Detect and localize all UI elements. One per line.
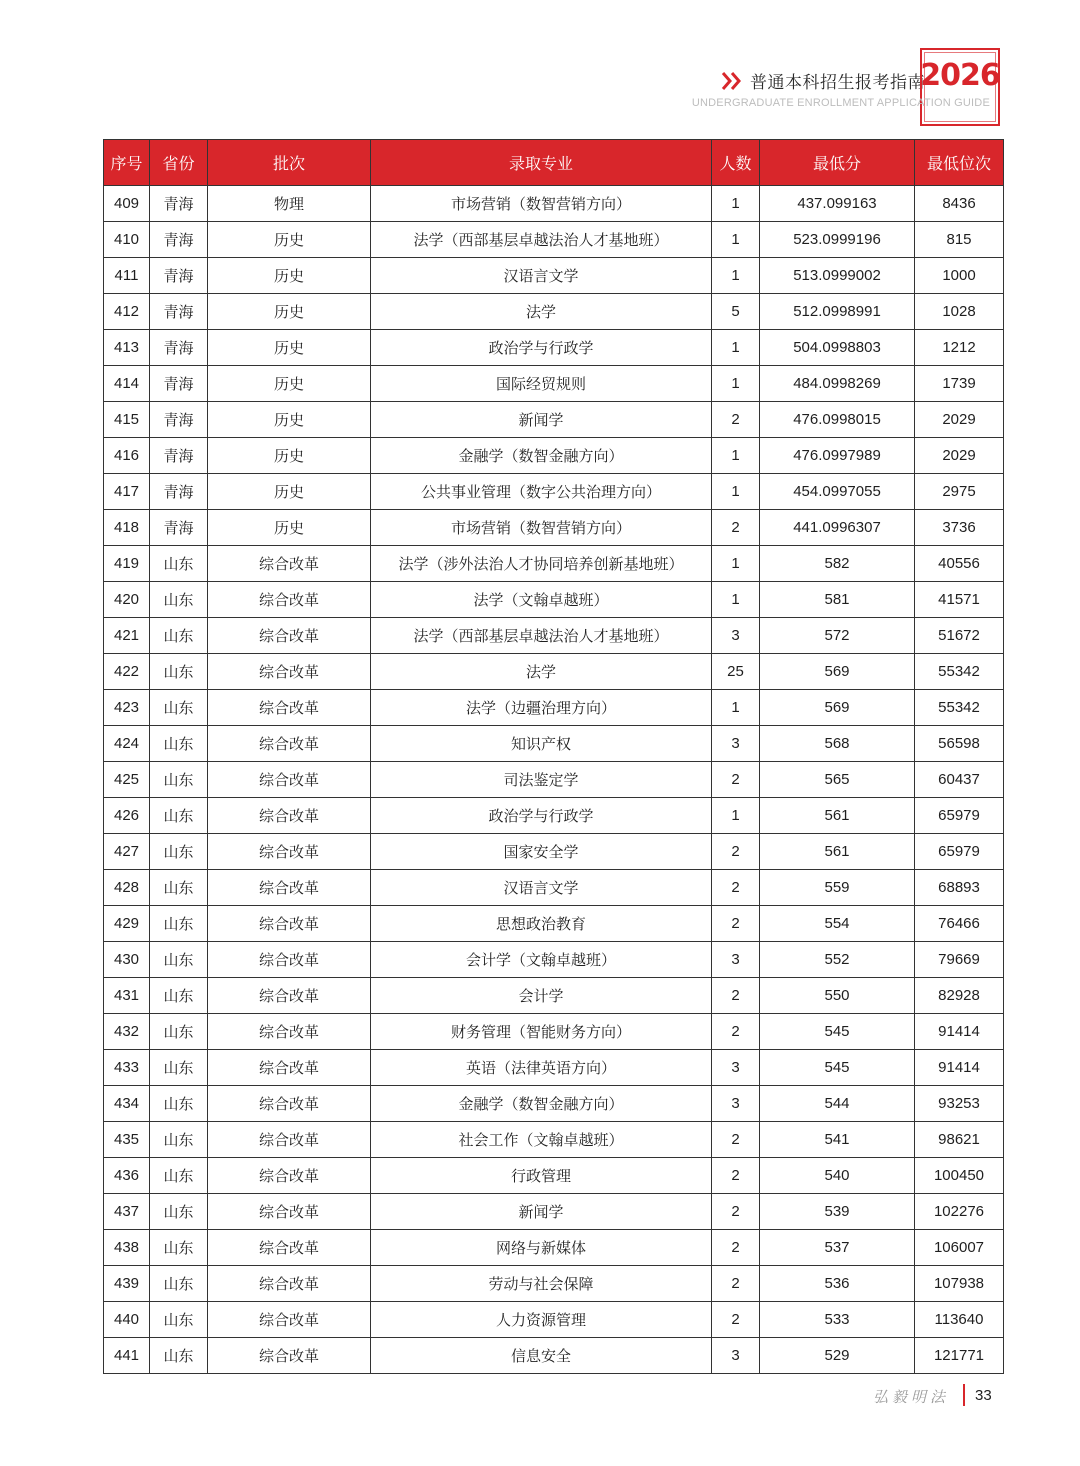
cell-major: 法学（西部基层卓越法治人才基地班） xyxy=(371,618,712,654)
footer-divider xyxy=(963,1384,965,1406)
cell-count: 2 xyxy=(712,402,760,438)
cell-major: 新闻学 xyxy=(371,1194,712,1230)
cell-index: 439 xyxy=(104,1266,150,1302)
table-body xyxy=(104,186,1004,1374)
cell-min-score: 476.0997989 xyxy=(760,438,915,474)
cell-batch: 综合改革 xyxy=(208,1122,371,1158)
cell-major: 汉语言文学 xyxy=(371,258,712,294)
cell-batch: 历史 xyxy=(208,366,371,402)
table-row xyxy=(104,294,1004,330)
cell-count: 2 xyxy=(712,762,760,798)
table-row xyxy=(104,402,1004,438)
cell-major: 国家安全学 xyxy=(371,834,712,870)
cell-count: 2 xyxy=(712,1194,760,1230)
cell-min-rank: 65979 xyxy=(915,798,1004,834)
cell-major: 政治学与行政学 xyxy=(371,798,712,834)
cell-min-rank: 2029 xyxy=(915,402,1004,438)
cell-batch: 综合改革 xyxy=(208,582,371,618)
cell-min-rank: 79669 xyxy=(915,942,1004,978)
page-header xyxy=(0,0,1080,135)
cell-min-score: 569 xyxy=(760,690,915,726)
cell-count: 1 xyxy=(712,438,760,474)
cell-index: 428 xyxy=(104,870,150,906)
cell-min-rank: 106007 xyxy=(915,1230,1004,1266)
cell-batch: 历史 xyxy=(208,294,371,330)
guide-subtitle: UNDERGRADUATE ENROLLMENT APPLICATION GUIDE xyxy=(691,97,990,109)
cell-min-score: 454.0997055 xyxy=(760,474,915,510)
cell-province: 青海 xyxy=(150,330,208,366)
cell-min-score: 536 xyxy=(760,1266,915,1302)
guide-title: 普通本科招生报考指南 xyxy=(750,73,925,93)
cell-province: 山东 xyxy=(150,618,208,654)
table-row xyxy=(104,834,1004,870)
cell-batch: 综合改革 xyxy=(208,1194,371,1230)
cell-min-score: 441.0996307 xyxy=(760,510,915,546)
cell-count: 2 xyxy=(712,1230,760,1266)
cell-batch: 综合改革 xyxy=(208,1266,371,1302)
cell-index: 434 xyxy=(104,1086,150,1122)
cell-index: 420 xyxy=(104,582,150,618)
table-row xyxy=(104,366,1004,402)
cell-province: 山东 xyxy=(150,1302,208,1338)
cell-count: 3 xyxy=(712,1086,760,1122)
cell-count: 1 xyxy=(712,798,760,834)
cell-province: 山东 xyxy=(150,942,208,978)
cell-min-rank: 76466 xyxy=(915,906,1004,942)
cell-major: 行政管理 xyxy=(371,1158,712,1194)
cell-province: 青海 xyxy=(150,222,208,258)
cell-major: 司法鉴定学 xyxy=(371,762,712,798)
cell-batch: 综合改革 xyxy=(208,726,371,762)
table-row xyxy=(104,186,1004,222)
cell-count: 1 xyxy=(712,582,760,618)
column-header-province: 省份 xyxy=(150,140,208,186)
cell-count: 3 xyxy=(712,1338,760,1374)
cell-major: 法学（边疆治理方向） xyxy=(371,690,712,726)
cell-count: 2 xyxy=(712,1122,760,1158)
table-row xyxy=(104,1158,1004,1194)
table-row xyxy=(104,1338,1004,1374)
cell-major: 思想政治教育 xyxy=(371,906,712,942)
cell-min-score: 561 xyxy=(760,834,915,870)
cell-index: 432 xyxy=(104,1014,150,1050)
cell-min-rank: 102276 xyxy=(915,1194,1004,1230)
cell-count: 2 xyxy=(712,510,760,546)
cell-major: 网络与新媒体 xyxy=(371,1230,712,1266)
cell-batch: 综合改革 xyxy=(208,870,371,906)
cell-count: 1 xyxy=(712,474,760,510)
cell-index: 418 xyxy=(104,510,150,546)
cell-count: 3 xyxy=(712,942,760,978)
cell-min-score: 545 xyxy=(760,1014,915,1050)
table-row xyxy=(104,690,1004,726)
table-row xyxy=(104,978,1004,1014)
cell-count: 25 xyxy=(712,654,760,690)
cell-batch: 历史 xyxy=(208,510,371,546)
cell-batch: 综合改革 xyxy=(208,618,371,654)
cell-index: 416 xyxy=(104,438,150,474)
cell-min-rank: 113640 xyxy=(915,1302,1004,1338)
cell-index: 438 xyxy=(104,1230,150,1266)
cell-batch: 综合改革 xyxy=(208,978,371,1014)
cell-major: 人力资源管理 xyxy=(371,1302,712,1338)
cell-count: 2 xyxy=(712,834,760,870)
cell-major: 会计学 xyxy=(371,978,712,1014)
cell-min-rank: 55342 xyxy=(915,654,1004,690)
cell-batch: 历史 xyxy=(208,222,371,258)
cell-min-score: 565 xyxy=(760,762,915,798)
cell-min-score: 561 xyxy=(760,798,915,834)
cell-province: 青海 xyxy=(150,438,208,474)
table-row xyxy=(104,1050,1004,1086)
table-row xyxy=(104,222,1004,258)
cell-major: 信息安全 xyxy=(371,1338,712,1374)
cell-batch: 综合改革 xyxy=(208,762,371,798)
cell-min-score: 539 xyxy=(760,1194,915,1230)
cell-min-rank: 121771 xyxy=(915,1338,1004,1374)
cell-batch: 综合改革 xyxy=(208,1086,371,1122)
cell-major: 金融学（数智金融方向） xyxy=(371,438,712,474)
cell-count: 2 xyxy=(712,1302,760,1338)
cell-province: 山东 xyxy=(150,654,208,690)
cell-batch: 综合改革 xyxy=(208,1302,371,1338)
cell-batch: 历史 xyxy=(208,438,371,474)
table-row xyxy=(104,1230,1004,1266)
cell-min-score: 581 xyxy=(760,582,915,618)
cell-min-rank: 41571 xyxy=(915,582,1004,618)
cell-min-score: 533 xyxy=(760,1302,915,1338)
cell-index: 431 xyxy=(104,978,150,1014)
table-row xyxy=(104,258,1004,294)
cell-index: 427 xyxy=(104,834,150,870)
cell-province: 山东 xyxy=(150,690,208,726)
table-header-row xyxy=(104,140,1004,186)
cell-min-rank: 1000 xyxy=(915,258,1004,294)
cell-min-rank: 68893 xyxy=(915,870,1004,906)
table-row xyxy=(104,618,1004,654)
cell-count: 1 xyxy=(712,546,760,582)
cell-index: 410 xyxy=(104,222,150,258)
table-row xyxy=(104,582,1004,618)
cell-batch: 综合改革 xyxy=(208,942,371,978)
cell-min-score: 582 xyxy=(760,546,915,582)
cell-min-score: 541 xyxy=(760,1122,915,1158)
cell-major: 劳动与社会保障 xyxy=(371,1266,712,1302)
cell-major: 法学（文翰卓越班） xyxy=(371,582,712,618)
cell-major: 政治学与行政学 xyxy=(371,330,712,366)
cell-major: 社会工作（文翰卓越班） xyxy=(371,1122,712,1158)
cell-batch: 综合改革 xyxy=(208,834,371,870)
cell-province: 山东 xyxy=(150,762,208,798)
cell-min-rank: 93253 xyxy=(915,1086,1004,1122)
cell-batch: 综合改革 xyxy=(208,798,371,834)
cell-min-rank: 3736 xyxy=(915,510,1004,546)
cell-count: 2 xyxy=(712,1266,760,1302)
cell-index: 412 xyxy=(104,294,150,330)
cell-major: 法学（西部基层卓越法治人才基地班） xyxy=(371,222,712,258)
cell-major: 会计学（文翰卓越班） xyxy=(371,942,712,978)
cell-index: 440 xyxy=(104,1302,150,1338)
cell-min-rank: 100450 xyxy=(915,1158,1004,1194)
cell-min-rank: 815 xyxy=(915,222,1004,258)
cell-batch: 综合改革 xyxy=(208,1230,371,1266)
cell-province: 青海 xyxy=(150,258,208,294)
table-row xyxy=(104,1086,1004,1122)
cell-batch: 历史 xyxy=(208,474,371,510)
cell-major: 法学 xyxy=(371,654,712,690)
cell-min-score: 540 xyxy=(760,1158,915,1194)
cell-min-rank: 98621 xyxy=(915,1122,1004,1158)
cell-province: 山东 xyxy=(150,1338,208,1374)
cell-min-rank: 51672 xyxy=(915,618,1004,654)
cell-major: 金融学（数智金融方向） xyxy=(371,1086,712,1122)
cell-province: 山东 xyxy=(150,1158,208,1194)
cell-batch: 综合改革 xyxy=(208,906,371,942)
cell-min-score: 504.0998803 xyxy=(760,330,915,366)
table-row xyxy=(104,546,1004,582)
column-header-batch: 批次 xyxy=(208,140,371,186)
table-row xyxy=(104,870,1004,906)
cell-count: 2 xyxy=(712,1158,760,1194)
cell-count: 2 xyxy=(712,870,760,906)
cell-min-rank: 60437 xyxy=(915,762,1004,798)
cell-min-rank: 107938 xyxy=(915,1266,1004,1302)
cell-index: 424 xyxy=(104,726,150,762)
cell-index: 419 xyxy=(104,546,150,582)
cell-index: 426 xyxy=(104,798,150,834)
cell-batch: 物理 xyxy=(208,186,371,222)
cell-count: 2 xyxy=(712,906,760,942)
cell-count: 1 xyxy=(712,186,760,222)
cell-count: 3 xyxy=(712,1050,760,1086)
cell-count: 2 xyxy=(712,1014,760,1050)
cell-min-score: 512.0998991 xyxy=(760,294,915,330)
cell-province: 山东 xyxy=(150,1230,208,1266)
cell-count: 1 xyxy=(712,222,760,258)
cell-min-score: 529 xyxy=(760,1338,915,1374)
cell-index: 422 xyxy=(104,654,150,690)
cell-province: 青海 xyxy=(150,474,208,510)
footer-signature: 弘毅明法 xyxy=(873,1388,950,1406)
cell-major: 市场营销（数智营销方向） xyxy=(371,510,712,546)
cell-min-score: 484.0998269 xyxy=(760,366,915,402)
cell-min-rank: 91414 xyxy=(915,1050,1004,1086)
column-header-count: 人数 xyxy=(712,140,760,186)
column-header-index: 序号 xyxy=(104,140,150,186)
cell-batch: 综合改革 xyxy=(208,1014,371,1050)
cell-batch: 综合改革 xyxy=(208,1050,371,1086)
cell-province: 青海 xyxy=(150,402,208,438)
cell-index: 415 xyxy=(104,402,150,438)
cell-count: 1 xyxy=(712,366,760,402)
cell-batch: 综合改革 xyxy=(208,546,371,582)
column-header-min-score: 最低分 xyxy=(760,140,915,186)
cell-min-score: 513.0999002 xyxy=(760,258,915,294)
cell-province: 山东 xyxy=(150,870,208,906)
cell-min-score: 554 xyxy=(760,906,915,942)
cell-province: 山东 xyxy=(150,1194,208,1230)
cell-count: 1 xyxy=(712,690,760,726)
cell-min-rank: 56598 xyxy=(915,726,1004,762)
cell-batch: 综合改革 xyxy=(208,1338,371,1374)
cell-province: 青海 xyxy=(150,366,208,402)
cell-min-score: 476.0998015 xyxy=(760,402,915,438)
table-row xyxy=(104,330,1004,366)
cell-min-score: 523.0999196 xyxy=(760,222,915,258)
cell-province: 山东 xyxy=(150,1266,208,1302)
cell-min-score: 544 xyxy=(760,1086,915,1122)
cell-province: 山东 xyxy=(150,546,208,582)
cell-province: 青海 xyxy=(150,294,208,330)
cell-min-score: 552 xyxy=(760,942,915,978)
table-row xyxy=(104,726,1004,762)
cell-index: 421 xyxy=(104,618,150,654)
cell-min-rank: 82928 xyxy=(915,978,1004,1014)
cell-count: 1 xyxy=(712,330,760,366)
cell-major: 知识产权 xyxy=(371,726,712,762)
cell-province: 山东 xyxy=(150,1086,208,1122)
table-row xyxy=(104,1302,1004,1338)
cell-index: 423 xyxy=(104,690,150,726)
cell-min-rank: 1739 xyxy=(915,366,1004,402)
cell-batch: 综合改革 xyxy=(208,690,371,726)
cell-index: 436 xyxy=(104,1158,150,1194)
cell-major: 法学 xyxy=(371,294,712,330)
cell-major: 财务管理（智能财务方向） xyxy=(371,1014,712,1050)
cell-index: 409 xyxy=(104,186,150,222)
cell-batch: 综合改革 xyxy=(208,1158,371,1194)
cell-min-score: 569 xyxy=(760,654,915,690)
cell-min-score: 559 xyxy=(760,870,915,906)
admission-scores-table xyxy=(103,139,1004,1374)
cell-index: 433 xyxy=(104,1050,150,1086)
cell-major: 英语（法律英语方向） xyxy=(371,1050,712,1086)
cell-min-score: 537 xyxy=(760,1230,915,1266)
cell-min-score: 545 xyxy=(760,1050,915,1086)
cell-index: 414 xyxy=(104,366,150,402)
cell-province: 山东 xyxy=(150,798,208,834)
cell-province: 山东 xyxy=(150,978,208,1014)
table-row xyxy=(104,1266,1004,1302)
cell-major: 新闻学 xyxy=(371,402,712,438)
table-row xyxy=(104,438,1004,474)
cell-province: 山东 xyxy=(150,1050,208,1086)
cell-index: 413 xyxy=(104,330,150,366)
table-row xyxy=(104,474,1004,510)
cell-min-rank: 2975 xyxy=(915,474,1004,510)
cell-major: 公共事业管理（数字公共治理方向） xyxy=(371,474,712,510)
cell-index: 435 xyxy=(104,1122,150,1158)
cell-min-rank: 40556 xyxy=(915,546,1004,582)
cell-major: 市场营销（数智营销方向） xyxy=(371,186,712,222)
page-number: 33 xyxy=(975,1387,992,1404)
cell-province: 山东 xyxy=(150,906,208,942)
cell-province: 青海 xyxy=(150,186,208,222)
double-chevron-right-icon xyxy=(720,70,744,92)
cell-major: 法学（涉外法治人才协同培养创新基地班） xyxy=(371,546,712,582)
table-row xyxy=(104,1014,1004,1050)
cell-index: 430 xyxy=(104,942,150,978)
cell-count: 3 xyxy=(712,726,760,762)
cell-count: 3 xyxy=(712,618,760,654)
table-row xyxy=(104,510,1004,546)
cell-min-rank: 8436 xyxy=(915,186,1004,222)
column-header-major: 录取专业 xyxy=(371,140,712,186)
cell-major: 国际经贸规则 xyxy=(371,366,712,402)
cell-count: 2 xyxy=(712,978,760,1014)
cell-min-score: 550 xyxy=(760,978,915,1014)
cell-batch: 历史 xyxy=(208,402,371,438)
cell-province: 山东 xyxy=(150,834,208,870)
cell-index: 417 xyxy=(104,474,150,510)
cell-major: 汉语言文学 xyxy=(371,870,712,906)
cell-min-rank: 1028 xyxy=(915,294,1004,330)
cell-count: 1 xyxy=(712,258,760,294)
cell-index: 425 xyxy=(104,762,150,798)
column-header-min-rank: 最低位次 xyxy=(915,140,1004,186)
table-row xyxy=(104,1194,1004,1230)
cell-province: 山东 xyxy=(150,726,208,762)
cell-min-rank: 55342 xyxy=(915,690,1004,726)
cell-batch: 历史 xyxy=(208,258,371,294)
cell-province: 青海 xyxy=(150,510,208,546)
table-row xyxy=(104,762,1004,798)
cell-min-score: 568 xyxy=(760,726,915,762)
cell-count: 5 xyxy=(712,294,760,330)
cell-min-score: 572 xyxy=(760,618,915,654)
table-row xyxy=(104,1122,1004,1158)
cell-index: 441 xyxy=(104,1338,150,1374)
cell-index: 411 xyxy=(104,258,150,294)
cell-province: 山东 xyxy=(150,582,208,618)
cell-batch: 历史 xyxy=(208,330,371,366)
cell-min-score: 437.099163 xyxy=(760,186,915,222)
cell-province: 山东 xyxy=(150,1122,208,1158)
table-row xyxy=(104,654,1004,690)
cell-min-rank: 91414 xyxy=(915,1014,1004,1050)
cell-index: 429 xyxy=(104,906,150,942)
cell-batch: 综合改革 xyxy=(208,654,371,690)
table-row xyxy=(104,942,1004,978)
cell-min-rank: 1212 xyxy=(915,330,1004,366)
cell-province: 山东 xyxy=(150,1014,208,1050)
table-row xyxy=(104,906,1004,942)
table-row xyxy=(104,798,1004,834)
cell-index: 437 xyxy=(104,1194,150,1230)
guide-year: 2026 xyxy=(920,58,1000,93)
cell-min-rank: 2029 xyxy=(915,438,1004,474)
cell-min-rank: 65979 xyxy=(915,834,1004,870)
